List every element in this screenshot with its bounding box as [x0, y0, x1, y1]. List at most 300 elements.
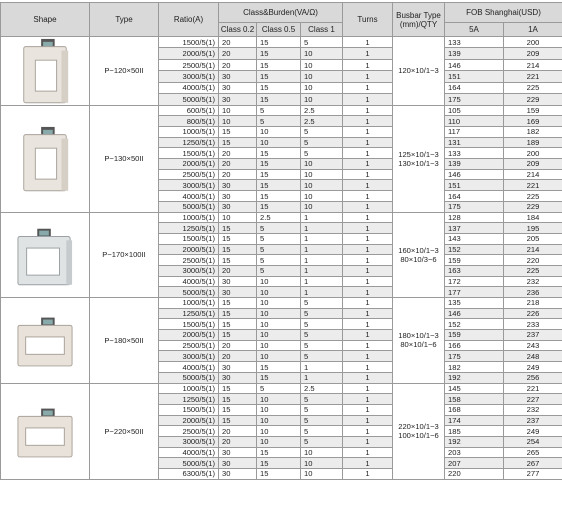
ratio-cell: 5000/5(1) — [159, 287, 219, 298]
ratio-cell: 1250/5(1) — [159, 394, 219, 405]
price-1a-cell: 209 — [504, 48, 562, 59]
turns-cell: 1 — [343, 394, 393, 405]
turns-cell: 1 — [343, 351, 393, 362]
class-05-cell: 5 — [257, 223, 301, 234]
class-02-cell: 30 — [219, 94, 257, 105]
class-02-cell: 15 — [219, 404, 257, 415]
class-1-cell: 5 — [301, 340, 343, 351]
turns-cell: 1 — [343, 127, 393, 138]
class-05-cell: 15 — [257, 59, 301, 70]
class-02-cell: 20 — [219, 148, 257, 159]
price-1a-cell: 232 — [504, 276, 562, 287]
ratio-cell: 5000/5(1) — [159, 458, 219, 469]
header-class-burden: Class&Burden(VA/Ω) — [219, 3, 343, 23]
price-5a-cell: 146 — [445, 308, 504, 319]
turns-cell: 1 — [343, 94, 393, 105]
price-1a-cell: 182 — [504, 127, 562, 138]
price-1a-cell: 214 — [504, 169, 562, 180]
class-1-cell: 10 — [301, 191, 343, 202]
ratio-cell: 1000/5(1) — [159, 127, 219, 138]
class-05-cell: 15 — [257, 82, 301, 93]
class-02-cell: 30 — [219, 180, 257, 191]
price-1a-cell: 232 — [504, 404, 562, 415]
busbar-line: 125×10/1−3 — [398, 149, 439, 159]
turns-cell: 1 — [343, 469, 393, 480]
class-1-cell: 5 — [301, 404, 343, 415]
class-02-cell: 30 — [219, 287, 257, 298]
busbar-cell — [393, 105, 445, 212]
header-class-02: Class 0.2 — [219, 23, 257, 37]
ratio-cell: 2000/5(1) — [159, 159, 219, 170]
header-class-1: Class 1 — [301, 23, 343, 37]
class-1-cell: 5 — [301, 426, 343, 437]
price-5a-cell: 137 — [445, 223, 504, 234]
turns-cell: 1 — [343, 255, 393, 266]
class-05-cell: 10 — [257, 415, 301, 426]
table-row — [1, 212, 562, 223]
class-02-cell: 20 — [219, 59, 257, 70]
price-5a-cell: 117 — [445, 127, 504, 138]
class-02-cell: 20 — [219, 426, 257, 437]
shape-cell — [1, 298, 90, 384]
class-02-cell: 15 — [219, 255, 257, 266]
turns-cell: 1 — [343, 148, 393, 159]
table-row — [1, 298, 562, 309]
class-02-cell: 20 — [219, 351, 257, 362]
table-body — [1, 37, 562, 480]
header-ratio: Ratio(A) — [159, 3, 219, 37]
price-5a-cell: 192 — [445, 436, 504, 447]
class-02-cell: 30 — [219, 372, 257, 383]
price-5a-cell: 110 — [445, 116, 504, 127]
ct-image-120 — [16, 37, 74, 105]
class-05-cell: 15 — [257, 362, 301, 373]
price-5a-cell: 159 — [445, 330, 504, 341]
price-5a-cell: 177 — [445, 287, 504, 298]
busbar-line: 80×10/3−6 — [400, 254, 437, 264]
ct-image-170 — [16, 221, 74, 289]
turns-cell: 1 — [343, 137, 393, 148]
class-05-cell: 15 — [257, 48, 301, 59]
class-05-cell: 10 — [257, 436, 301, 447]
header-busbar-line2: (mm)/QTY — [399, 19, 438, 29]
ratio-cell: 5000/5(1) — [159, 372, 219, 383]
busbar-cell — [393, 383, 445, 479]
class-05-cell: 10 — [257, 330, 301, 341]
ratio-cell: 1250/5(1) — [159, 308, 219, 319]
class-1-cell: 1 — [301, 212, 343, 223]
class-05-cell: 15 — [257, 159, 301, 170]
price-1a-cell: 214 — [504, 59, 562, 70]
type-cell: P−180×50II — [90, 298, 159, 384]
price-5a-cell: 139 — [445, 159, 504, 170]
price-5a-cell: 163 — [445, 265, 504, 276]
turns-cell: 1 — [343, 362, 393, 373]
turns-cell: 1 — [343, 116, 393, 127]
turns-cell: 1 — [343, 372, 393, 383]
price-1a-cell: 265 — [504, 447, 562, 458]
ratio-cell: 6300/5(1) — [159, 469, 219, 480]
class-1-cell: 10 — [301, 180, 343, 191]
class-02-cell: 15 — [219, 298, 257, 309]
price-5a-cell: 131 — [445, 137, 504, 148]
turns-cell: 1 — [343, 201, 393, 212]
class-1-cell: 1 — [301, 244, 343, 255]
class-02-cell: 20 — [219, 169, 257, 180]
price-1a-cell: 277 — [504, 469, 562, 480]
price-5a-cell: 166 — [445, 340, 504, 351]
class-1-cell: 5 — [301, 330, 343, 341]
busbar-line: 100×10/1−6 — [398, 431, 439, 441]
price-5a-cell: 151 — [445, 71, 504, 82]
class-1-cell: 10 — [301, 447, 343, 458]
class-1-cell: 5 — [301, 351, 343, 362]
price-5a-cell: 185 — [445, 426, 504, 437]
price-5a-cell: 146 — [445, 169, 504, 180]
price-5a-cell: 143 — [445, 233, 504, 244]
class-02-cell: 30 — [219, 469, 257, 480]
class-05-cell: 10 — [257, 276, 301, 287]
class-1-cell: 1 — [301, 362, 343, 373]
header-turns: Turns — [343, 3, 393, 37]
price-1a-cell: 233 — [504, 319, 562, 330]
busbar-cell — [393, 298, 445, 384]
type-cell: P−220×50II — [90, 383, 159, 479]
busbar-line: 180×10/1−3 — [398, 331, 439, 341]
turns-cell: 1 — [343, 48, 393, 59]
price-1a-cell: 229 — [504, 201, 562, 212]
price-5a-cell: 135 — [445, 298, 504, 309]
price-5a-cell: 146 — [445, 59, 504, 70]
class-02-cell: 30 — [219, 82, 257, 93]
turns-cell: 1 — [343, 330, 393, 341]
ratio-cell: 1000/5(1) — [159, 212, 219, 223]
turns-cell: 1 — [343, 404, 393, 415]
class-1-cell: 5 — [301, 308, 343, 319]
header-busbar — [393, 3, 445, 37]
busbar-line: 220×10/1−3 — [398, 422, 439, 432]
class-02-cell: 20 — [219, 436, 257, 447]
class-02-cell: 20 — [219, 48, 257, 59]
class-1-cell: 5 — [301, 127, 343, 138]
price-1a-cell: 169 — [504, 116, 562, 127]
price-5a-cell: 145 — [445, 383, 504, 394]
price-1a-cell: 225 — [504, 191, 562, 202]
price-1a-cell: 189 — [504, 137, 562, 148]
class-05-cell: 5 — [257, 233, 301, 244]
class-05-cell: 15 — [257, 469, 301, 480]
class-02-cell: 30 — [219, 71, 257, 82]
class-05-cell: 5 — [257, 265, 301, 276]
class-02-cell: 20 — [219, 265, 257, 276]
turns-cell: 1 — [343, 244, 393, 255]
class-05-cell: 15 — [257, 447, 301, 458]
class-1-cell: 10 — [301, 94, 343, 105]
class-05-cell: 15 — [257, 372, 301, 383]
class-05-cell: 5 — [257, 116, 301, 127]
turns-cell: 1 — [343, 287, 393, 298]
ratio-cell: 2500/5(1) — [159, 340, 219, 351]
turns-cell: 1 — [343, 298, 393, 309]
price-1a-cell: 221 — [504, 180, 562, 191]
price-1a-cell: 221 — [504, 383, 562, 394]
ratio-cell: 1250/5(1) — [159, 223, 219, 234]
class-05-cell: 15 — [257, 37, 301, 48]
table-row — [1, 37, 562, 48]
class-1-cell: 2.5 — [301, 383, 343, 394]
class-02-cell: 30 — [219, 276, 257, 287]
class-02-cell: 15 — [219, 223, 257, 234]
price-5a-cell: 128 — [445, 212, 504, 223]
price-5a-cell: 174 — [445, 415, 504, 426]
class-02-cell: 15 — [219, 127, 257, 138]
class-05-cell: 15 — [257, 94, 301, 105]
ratio-cell: 2500/5(1) — [159, 255, 219, 266]
ratio-cell: 1500/5(1) — [159, 319, 219, 330]
price-1a-cell: 256 — [504, 372, 562, 383]
ratio-cell: 1000/5(1) — [159, 383, 219, 394]
price-5a-cell: 192 — [445, 372, 504, 383]
price-1a-cell: 184 — [504, 212, 562, 223]
turns-cell: 1 — [343, 436, 393, 447]
class-1-cell: 5 — [301, 37, 343, 48]
class-05-cell: 15 — [257, 148, 301, 159]
class-1-cell: 10 — [301, 469, 343, 480]
class-1-cell: 5 — [301, 298, 343, 309]
header-shape: Shape — [1, 3, 90, 37]
header-fob: FOB Shanghai(USD) — [445, 3, 562, 23]
price-5a-cell: 133 — [445, 148, 504, 159]
price-5a-cell: 152 — [445, 319, 504, 330]
turns-cell: 1 — [343, 233, 393, 244]
class-02-cell: 15 — [219, 383, 257, 394]
turns-cell: 1 — [343, 180, 393, 191]
turns-cell: 1 — [343, 159, 393, 170]
price-5a-cell: 207 — [445, 458, 504, 469]
price-5a-cell: 175 — [445, 94, 504, 105]
busbar-line: 130×10/1−3 — [398, 158, 439, 168]
ratio-cell: 3000/5(1) — [159, 180, 219, 191]
price-5a-cell: 172 — [445, 276, 504, 287]
turns-cell: 1 — [343, 105, 393, 116]
turns-cell: 1 — [343, 169, 393, 180]
table-row — [1, 383, 562, 394]
shape-cell — [1, 212, 90, 298]
class-1-cell: 2.5 — [301, 116, 343, 127]
class-05-cell: 10 — [257, 298, 301, 309]
class-1-cell: 1 — [301, 372, 343, 383]
class-05-cell: 10 — [257, 426, 301, 437]
price-1a-cell: 227 — [504, 394, 562, 405]
header-fob-1a: 1A — [504, 23, 562, 37]
class-02-cell: 15 — [219, 415, 257, 426]
class-1-cell: 5 — [301, 394, 343, 405]
header-class-05: Class 0.5 — [257, 23, 301, 37]
class-1-cell: 1 — [301, 276, 343, 287]
ratio-cell: 3000/5(1) — [159, 71, 219, 82]
turns-cell: 1 — [343, 71, 393, 82]
turns-cell: 1 — [343, 223, 393, 234]
price-5a-cell: 182 — [445, 362, 504, 373]
price-1a-cell: 218 — [504, 298, 562, 309]
type-cell: P−120×50II — [90, 37, 159, 106]
class-1-cell: 1 — [301, 255, 343, 266]
class-02-cell: 15 — [219, 233, 257, 244]
ratio-cell: 4000/5(1) — [159, 191, 219, 202]
class-05-cell: 5 — [257, 244, 301, 255]
price-table — [0, 2, 562, 480]
table-row — [1, 105, 562, 116]
class-1-cell: 10 — [301, 169, 343, 180]
class-05-cell: 15 — [257, 191, 301, 202]
turns-cell: 1 — [343, 308, 393, 319]
ratio-cell: 4000/5(1) — [159, 362, 219, 373]
price-5a-cell: 220 — [445, 469, 504, 480]
class-02-cell: 30 — [219, 201, 257, 212]
class-02-cell: 20 — [219, 340, 257, 351]
class-1-cell: 10 — [301, 59, 343, 70]
class-05-cell: 10 — [257, 319, 301, 330]
price-1a-cell: 214 — [504, 244, 562, 255]
turns-cell: 1 — [343, 426, 393, 437]
turns-cell: 1 — [343, 82, 393, 93]
class-02-cell: 10 — [219, 105, 257, 116]
class-05-cell: 15 — [257, 180, 301, 191]
price-1a-cell: 249 — [504, 362, 562, 373]
class-05-cell: 10 — [257, 287, 301, 298]
class-05-cell: 10 — [257, 351, 301, 362]
class-05-cell: 5 — [257, 105, 301, 116]
class-05-cell: 10 — [257, 137, 301, 148]
shape-cell — [1, 383, 90, 479]
shape-cell — [1, 105, 90, 212]
ratio-cell: 2000/5(1) — [159, 415, 219, 426]
header-busbar-line1: Busbar Type — [396, 10, 441, 20]
class-1-cell: 10 — [301, 159, 343, 170]
class-02-cell: 15 — [219, 244, 257, 255]
turns-cell: 1 — [343, 59, 393, 70]
class-02-cell: 10 — [219, 212, 257, 223]
ratio-cell: 1500/5(1) — [159, 233, 219, 244]
price-1a-cell: 205 — [504, 233, 562, 244]
class-1-cell: 5 — [301, 137, 343, 148]
price-1a-cell: 243 — [504, 340, 562, 351]
class-05-cell: 15 — [257, 169, 301, 180]
price-1a-cell: 200 — [504, 37, 562, 48]
turns-cell: 1 — [343, 340, 393, 351]
class-1-cell: 5 — [301, 436, 343, 447]
price-5a-cell: 164 — [445, 82, 504, 93]
class-1-cell: 1 — [301, 287, 343, 298]
ratio-cell: 3000/5(1) — [159, 351, 219, 362]
class-05-cell: 2.5 — [257, 212, 301, 223]
price-5a-cell: 105 — [445, 105, 504, 116]
busbar-cell — [393, 212, 445, 298]
header-fob-5a: 5A — [445, 23, 504, 37]
class-02-cell: 15 — [219, 137, 257, 148]
ratio-cell: 2500/5(1) — [159, 426, 219, 437]
class-05-cell: 5 — [257, 383, 301, 394]
shape-cell — [1, 37, 90, 106]
ratio-cell: 1500/5(1) — [159, 148, 219, 159]
class-1-cell: 2.5 — [301, 105, 343, 116]
ratio-cell: 4000/5(1) — [159, 447, 219, 458]
price-1a-cell: 237 — [504, 330, 562, 341]
ratio-cell: 2000/5(1) — [159, 330, 219, 341]
price-1a-cell: 248 — [504, 351, 562, 362]
turns-cell: 1 — [343, 415, 393, 426]
price-1a-cell: 200 — [504, 148, 562, 159]
price-1a-cell: 249 — [504, 426, 562, 437]
class-1-cell: 10 — [301, 201, 343, 212]
class-1-cell: 5 — [301, 148, 343, 159]
ratio-cell: 2500/5(1) — [159, 59, 219, 70]
price-5a-cell: 139 — [445, 48, 504, 59]
turns-cell: 1 — [343, 212, 393, 223]
class-1-cell: 1 — [301, 223, 343, 234]
class-05-cell: 15 — [257, 458, 301, 469]
ratio-cell: 1000/5(1) — [159, 298, 219, 309]
price-5a-cell: 159 — [445, 255, 504, 266]
price-5a-cell: 152 — [445, 244, 504, 255]
class-02-cell: 30 — [219, 447, 257, 458]
ratio-cell: 5000/5(1) — [159, 201, 219, 212]
ratio-cell: 2000/5(1) — [159, 244, 219, 255]
ratio-cell: 4000/5(1) — [159, 82, 219, 93]
turns-cell: 1 — [343, 383, 393, 394]
price-1a-cell: 254 — [504, 436, 562, 447]
turns-cell: 1 — [343, 319, 393, 330]
price-1a-cell: 226 — [504, 308, 562, 319]
class-1-cell: 10 — [301, 48, 343, 59]
class-02-cell: 10 — [219, 116, 257, 127]
ratio-cell: 2500/5(1) — [159, 169, 219, 180]
price-1a-cell: 225 — [504, 265, 562, 276]
price-5a-cell: 151 — [445, 180, 504, 191]
class-05-cell: 10 — [257, 340, 301, 351]
price-5a-cell: 133 — [445, 37, 504, 48]
ct-image-180 — [16, 306, 74, 374]
ct-image-220 — [16, 397, 74, 465]
ratio-cell: 4000/5(1) — [159, 276, 219, 287]
price-5a-cell: 175 — [445, 351, 504, 362]
ratio-cell: 3000/5(1) — [159, 265, 219, 276]
price-1a-cell: 229 — [504, 94, 562, 105]
busbar-cell — [393, 37, 445, 106]
header-type: Type — [90, 3, 159, 37]
class-1-cell: 5 — [301, 415, 343, 426]
price-1a-cell: 221 — [504, 71, 562, 82]
ratio-cell: 1500/5(1) — [159, 404, 219, 415]
price-5a-cell: 203 — [445, 447, 504, 458]
price-5a-cell: 158 — [445, 394, 504, 405]
class-1-cell: 1 — [301, 265, 343, 276]
ratio-cell: 5000/5(1) — [159, 94, 219, 105]
price-5a-cell: 168 — [445, 404, 504, 415]
class-05-cell: 15 — [257, 201, 301, 212]
class-02-cell: 20 — [219, 37, 257, 48]
class-02-cell: 30 — [219, 362, 257, 373]
class-02-cell: 20 — [219, 159, 257, 170]
price-1a-cell: 209 — [504, 159, 562, 170]
busbar-line: 120×10/1−3 — [398, 66, 439, 76]
turns-cell: 1 — [343, 265, 393, 276]
class-02-cell: 30 — [219, 191, 257, 202]
class-02-cell: 15 — [219, 319, 257, 330]
turns-cell: 1 — [343, 37, 393, 48]
ratio-cell: 2000/5(1) — [159, 48, 219, 59]
price-5a-cell: 175 — [445, 201, 504, 212]
